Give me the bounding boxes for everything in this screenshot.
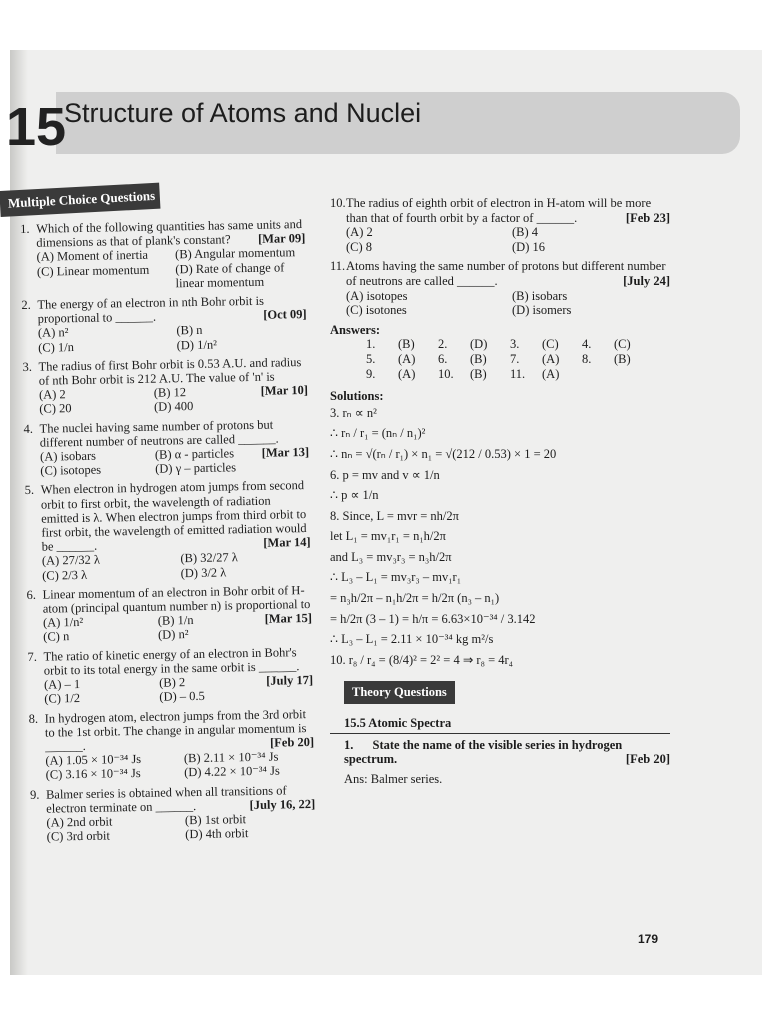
option: (C) isotopes [40, 462, 102, 478]
answer-number: 11. [510, 366, 526, 381]
options-grid [39, 384, 261, 416]
exam-mark: [Mar 14] [263, 535, 311, 551]
answer-number: 10. [438, 366, 454, 381]
mcq-section-tab: Multiple Choice Questions [0, 183, 160, 217]
options-grid [40, 446, 262, 478]
solutions-title: Solutions: [330, 389, 384, 404]
solution-line: = n₃h/2π – n₁h/2π = h/2π (n₃ – n₁) [330, 591, 500, 606]
mcq-question-8 [29, 706, 315, 782]
chapter-number: 15 [6, 97, 67, 157]
option: (B) 4 [512, 225, 539, 240]
answer-choice: (B) [470, 351, 487, 366]
option: (A) Moment of inertia [36, 248, 149, 265]
option: (C) 2/3 λ [42, 567, 88, 583]
option: (B) 2 [159, 675, 186, 690]
answer-number: 4. [582, 337, 592, 352]
exam-mark: [Mar 15] [264, 611, 313, 627]
question-number: 10. [330, 196, 346, 210]
options-grid [45, 749, 314, 782]
option: (B) Angular momentum [174, 245, 296, 262]
answer-number: 6. [438, 351, 448, 366]
answers-grid [330, 337, 670, 381]
option: (D) isomers [512, 303, 572, 318]
option: (A) 27/32 λ [41, 553, 101, 569]
question-text: Which of the following quantities has same units and dimensions as that of plank's constant? [35, 217, 303, 250]
options-grid [346, 289, 670, 318]
option: (C) 1/2 [44, 691, 81, 706]
solution-line: ∴ p ∝ 1/n [330, 488, 379, 503]
solution-line: 10. r₈ / r₄ = (8/4)² = 2² = 4 ⇒ r₈ = 4r₄ [330, 652, 514, 667]
mcq-question-1 [20, 217, 306, 293]
solution-lines [330, 406, 670, 668]
background-strip [0, 975, 768, 1024]
options-grid [44, 674, 267, 706]
exam-mark: [July 24] [623, 273, 670, 288]
question-number: 8. [28, 711, 39, 726]
exam-mark: [Mar 09] [257, 231, 306, 247]
question-text: Linear momentum of an electron in Bohr orbit of H-atom (principal quantum number n) is proportional to [42, 582, 311, 616]
mcq-question-10 [330, 196, 670, 254]
options-grid [38, 321, 307, 354]
options-grid [346, 225, 670, 254]
question-text: The nuclei having same number of protons but different number of neutrons are called ______. [39, 417, 279, 450]
option: (C) isotones [346, 303, 407, 318]
option: (D) 16 [512, 239, 545, 254]
question-number: 3. [22, 359, 33, 374]
option: (C) 8 [346, 239, 373, 254]
mcq-question-5 [25, 478, 312, 582]
options-grid [46, 811, 315, 844]
exam-mark: [July 16, 22] [249, 796, 316, 812]
option: (D) n² [157, 627, 189, 643]
answer-choice: (A) [542, 366, 560, 381]
chapter-title: Structure of Atoms and Nuclei [64, 98, 422, 128]
option: (C) 3.16 × 10⁻³⁴ Js [45, 766, 141, 782]
answer-choice: (B) [398, 337, 415, 352]
answer-choice: (A) [542, 351, 560, 366]
options-grid [42, 549, 311, 582]
theory-question-mark: [Feb 20] [625, 752, 670, 767]
answer-number: 7. [510, 351, 520, 366]
answer-number [582, 367, 608, 382]
option: (C) 20 [39, 401, 72, 417]
option: (A) 1/n² [42, 615, 84, 630]
option: (D) 3/2 λ [180, 565, 227, 580]
exam-mark: [Mar 10] [260, 383, 309, 399]
option: (D) – 0.5 [159, 689, 205, 704]
option: (C) 3rd orbit [46, 828, 111, 844]
answer-choice: (A) [398, 366, 416, 381]
theory-question-number: 1. [344, 737, 354, 752]
option: (B) 1/n [157, 613, 194, 628]
answer-number: 9. [366, 366, 376, 381]
exam-mark: [Mar 13] [261, 445, 310, 460]
solution-line: ∴ nₙ = √(rₙ / r₁) × n₁ = √(212 / 0.53) × 1 = 20 [330, 446, 557, 461]
question-number: 11. [330, 259, 346, 274]
answer-choice: (B) [614, 351, 631, 366]
mcq-question-3 [22, 355, 308, 417]
question-text: When electron in hydrogen atom jumps from second orbit to first orbit, the wavelength of radiation emitted is λ. When electron jumps from third orbit to first orbit, the wavelength of emitted radiation would be ______. [40, 478, 307, 554]
solution-line: let L₁ = mv₁r₁ = n₁h/2π [330, 529, 446, 544]
option: (D) 4.22 × 10⁻³⁴ Js [184, 763, 280, 780]
option: (A) 2 [346, 225, 373, 240]
option: (B) 1st orbit [184, 812, 247, 828]
option: (A) 1.05 × 10⁻³⁴ Js [45, 752, 142, 768]
solution-line: ∴ rₙ / r₁ = (nₙ / n₁)² [330, 426, 426, 441]
answer-row [330, 337, 670, 352]
answer-number: 1. [366, 337, 376, 352]
option: (A) 2nd orbit [46, 814, 113, 830]
theory-answer: Ans: Balmer series. [344, 771, 443, 786]
question-number: 9. [29, 787, 40, 802]
option: (C) 1/n [38, 339, 75, 355]
answer-choice: (C) [542, 337, 559, 352]
option: (D) γ – particles [155, 460, 237, 476]
option: (A) isobars [39, 448, 97, 464]
solution-line: and L₃ = mv₃r₃ = n₃h/2π [330, 549, 452, 564]
option: (A) – 1 [43, 677, 81, 692]
mcq-question-4 [23, 417, 309, 479]
question-text: The energy of an electron in nth Bohr orbit is proportional to ______. [37, 293, 264, 326]
solutions-block [330, 389, 670, 667]
answer-row [330, 352, 670, 367]
exam-mark: [Feb 20] [269, 734, 315, 750]
question-number: 4. [23, 421, 34, 436]
question-text: The ratio of kinetic energy of an electron in Bohr's orbit to its total energy in the same orbit is ______. [43, 644, 300, 678]
option: (A) isotopes [346, 288, 408, 303]
theory-section-tab: Theory Questions [344, 681, 455, 704]
answers-block [330, 323, 670, 381]
answer-number: 5. [366, 351, 376, 366]
mcq-question-9 [30, 782, 316, 844]
theory-question-text: State the name of the visible series in hydrogen spectrum. [344, 737, 623, 767]
option: (C) n [43, 629, 70, 645]
option: (D) 400 [153, 399, 194, 415]
solution-line: 6. p = mv and v ∝ 1/n [330, 467, 440, 482]
option: (B) n [176, 323, 203, 338]
option: (B) isobars [512, 288, 568, 303]
mcq-question-7 [27, 645, 313, 707]
solution-line: 8. Since, L = mvr = nh/2π [330, 508, 459, 523]
mcq-question-11 [330, 259, 670, 317]
exam-mark: [Oct 09] [263, 307, 307, 322]
option: (D) 1/n² [176, 337, 217, 352]
answer-choice: (B) [470, 366, 487, 381]
left-column [20, 217, 316, 849]
question-number: 7. [27, 649, 38, 664]
answer-choice: (C) [614, 337, 631, 352]
theory-question [330, 738, 670, 767]
option: (D) Rate of change of linear momentum [175, 260, 285, 291]
question-number: 1. [20, 221, 30, 236]
question-number: 5. [24, 483, 35, 498]
question-text: In hydrogen atom, electron jumps from the 3rd orbit to the 1st orbit. The change in angular momentum is ______. [44, 706, 307, 754]
question-text: Atoms having the same number of protons but different number of neutrons are called ______. [346, 259, 666, 288]
answer-choice [614, 367, 648, 382]
solution-line: 3. rₙ ∝ n² [330, 405, 377, 420]
question-text: The radius of first Bohr orbit is 0.53 A.U. and radius of nth Bohr orbit is 212 A.U. The value of 'n' is [38, 354, 302, 388]
right-questions [330, 196, 670, 318]
answer-row [330, 367, 670, 382]
mcq-question-2 [21, 293, 307, 355]
options-grid [36, 245, 306, 292]
answer-number: 3. [510, 337, 520, 352]
option: (C) Linear momentum [36, 262, 150, 279]
question-number: 6. [26, 587, 37, 602]
option: (B) α - particles [154, 446, 235, 462]
option: (D) 4th orbit [185, 826, 249, 842]
answer-number: 2. [438, 337, 448, 352]
right-column [330, 196, 670, 786]
option: (B) 12 [153, 385, 187, 400]
answers-title: Answers: [330, 322, 380, 337]
solution-line: ∴ L₃ – L₁ = mv₃r₃ – mv₁r₁ [330, 570, 462, 585]
option: (A) 2 [38, 387, 66, 402]
mcq-question-6 [26, 583, 312, 645]
answer-number: 8. [582, 351, 592, 366]
option: (A) n² [37, 325, 69, 341]
solution-line: = h/2π (3 – 1) = h/π = 6.63×10⁻³⁴ / 3.142 [330, 611, 536, 626]
question-number: 2. [21, 297, 31, 313]
options-grid [43, 612, 265, 644]
option: (B) 2.11 × 10⁻³⁴ Js [183, 749, 279, 766]
section-heading-atomic-spectra: 15.5 Atomic Spectra [330, 710, 670, 734]
answer-choice: (D) [470, 337, 488, 352]
question-text: The radius of eighth orbit of electron in H-atom will be more than that of fourth orbit by a factor of ______. [346, 196, 652, 225]
page-number: 179 [638, 932, 659, 946]
exam-mark: [July 17] [266, 673, 314, 688]
exam-mark: [Feb 23] [625, 210, 670, 225]
option: (B) 32/27 λ [180, 550, 238, 566]
solution-line: ∴ L₃ – L₁ = 2.11 × 10⁻³⁴ kg m²/s [330, 632, 494, 647]
question-text: Balmer series is obtained when all transitions of electron terminate on ______. [45, 782, 287, 816]
answer-choice: (A) [398, 351, 416, 366]
